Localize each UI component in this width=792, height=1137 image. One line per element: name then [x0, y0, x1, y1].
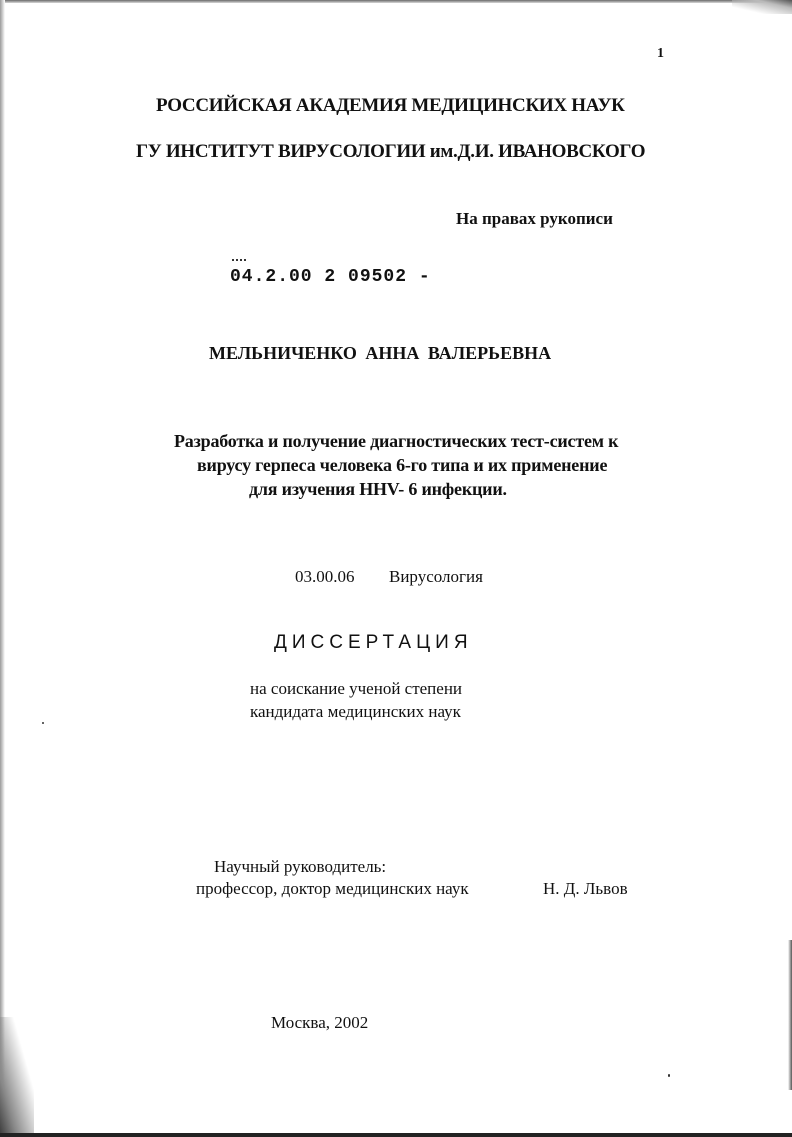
author-name: МЕЛЬНИЧЕНКО АННА ВАЛЕРЬЕВНА [209, 343, 552, 363]
thesis-title-line: Разработка и получение диагностических тест-систем к [174, 431, 619, 451]
city-year: Москва, 2002 [271, 1013, 369, 1032]
thesis-title-line: вирусу герпеса человека 6-го типа и их применение [197, 455, 608, 475]
degree-line: на соискание ученой степени [250, 679, 463, 698]
specialty-code: 03.00.06 [295, 567, 355, 586]
scan-edge-left-bottom [0, 1017, 34, 1137]
institute-name: ГУ ИНСТИТУТ ВИРУСОЛОГИИ им.Д.И. ИВАНОВСКОГО [136, 141, 646, 162]
page-number: 1 [657, 46, 664, 61]
scan-edge-top [0, 0, 792, 3]
scan-speck [668, 1074, 670, 1077]
degree-line: кандидата медицинских наук [250, 702, 461, 721]
scan-speck [42, 722, 44, 724]
supervisor-label: Научный руководитель: [214, 857, 387, 876]
scan-edge-left [0, 0, 5, 1137]
thesis-title-line: для изучения HHV- 6 инфекции. [249, 479, 507, 499]
scan-edge-top-right [732, 0, 792, 14]
scan-edge-bottom [0, 1133, 792, 1137]
academy-name: РОССИЙСКАЯ АКАДЕМИЯ МЕДИЦИНСКИХ НАУК [156, 95, 625, 116]
supervisor-title: профессор, доктор медицинских наук [196, 879, 469, 898]
specialty-name: Вирусология [389, 567, 483, 586]
stamp-mark [232, 259, 246, 263]
supervisor-name: Н. Д. Львов [543, 879, 628, 898]
document-type: ДИССЕРТАЦИЯ [274, 632, 473, 653]
rights-note: На правах рукописи [456, 209, 613, 228]
scan-edge-right [788, 940, 792, 1090]
stamp-number: 04.2.00 2 09502 - [230, 267, 431, 287]
